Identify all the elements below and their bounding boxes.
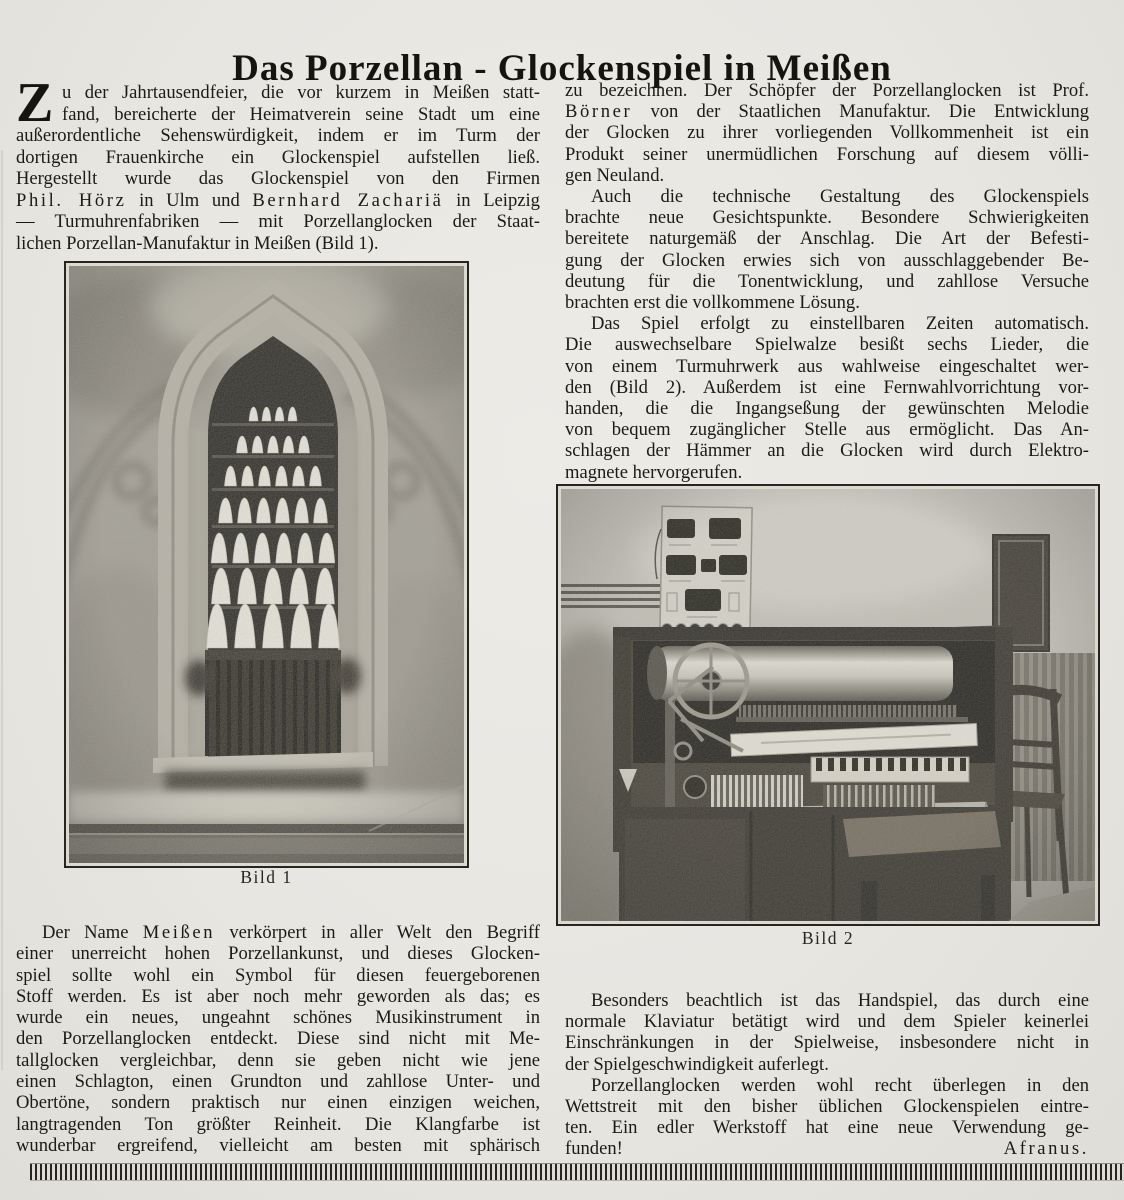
text-line <box>565 377 1089 398</box>
text-line <box>16 943 540 964</box>
text-line <box>565 1054 1089 1075</box>
text-segment: bereitete naturgemäß der Anschlag. Die Art der Befesti- <box>565 228 1089 250</box>
text-segment: Einschränkungen in der Spielweise, insbesondere nicht in <box>565 1032 1089 1054</box>
text-segment: verkörpert in aller Welt den Begriff <box>215 922 540 943</box>
text-segment: Obertöne, sondern praktisch nur einen einzigen weichen, <box>16 1092 540 1114</box>
text-segment: von der Staatlichen Manufaktur. Die Entwicklung <box>632 101 1089 123</box>
right-column-text-top <box>565 80 1089 483</box>
text-line <box>16 1071 540 1092</box>
spaced-text: Börner <box>565 101 633 123</box>
text-line <box>16 1007 540 1028</box>
text-segment: wunderbar ergreifend, vielleicht am besten mit sphärisch <box>16 1134 540 1156</box>
text-segment: tallglocken vergleichbar, denn sie geben nicht wie jene <box>16 1049 540 1071</box>
text-segment: handen, die die Ingangseßung der gewünschten Melodie <box>565 398 1089 420</box>
text-segment: in Ulm und <box>126 189 253 211</box>
spaced-text: Meißen <box>142 922 216 943</box>
text-segment: wurde ein neues, ungeahnt schönes Musikinstrument in <box>16 1007 540 1029</box>
church-window-bells-photo <box>69 266 464 863</box>
bild1-caption: Bild 1 <box>240 867 293 887</box>
left-column-paragraph-2 <box>16 922 540 1156</box>
right-paragraph-5 <box>565 1075 1089 1160</box>
text-line <box>16 147 540 169</box>
text-line <box>16 211 540 233</box>
text-line <box>565 398 1089 419</box>
text-line <box>565 1075 1089 1096</box>
text-segment: lichen Porzellan-Manufaktur in Meißen (Bild 1). <box>16 232 379 254</box>
text-line <box>16 986 540 1007</box>
text-segment: Das Spiel erfolgt zu einstellbaren Zeiten automatisch. <box>591 313 1089 335</box>
text-segment: der Spielgeschwindigkeit auferlegt. <box>565 1053 829 1075</box>
text-line <box>565 250 1089 271</box>
text-line <box>565 440 1089 461</box>
glockenspiel-machine-photo <box>561 489 1095 921</box>
text-segment: einer unerreicht hohen Porzellankunst, und dieses Glocken- <box>16 943 540 965</box>
spaced-text: Afranus. <box>1003 1138 1089 1160</box>
text-line <box>565 313 1089 334</box>
text-segment: — Turmuhrenfabriken — mit Porzellanglocken der Staat- <box>16 211 540 232</box>
text-segment: Produkt seiner unermüdlichen Forschung auf diesem völli- <box>565 143 1089 165</box>
text-segment: einen Schlagton, einen Grundton und zahllose Unter- und <box>16 1071 540 1093</box>
text-line <box>565 271 1089 292</box>
text-segment: den (Bild 2). Außerdem ist eine Fernwahlvorrichtung vor- <box>565 376 1089 398</box>
text-line <box>565 292 1089 313</box>
text-segment: Hergestellt wurde das Glockenspiel von den Firmen <box>16 168 540 189</box>
text-segment: ten. Ein edler Werkstoff hat eine neue Verwendung ge- <box>565 1117 1089 1139</box>
text-segment: dortigen Frauenkirche ein Glockenspiel aufstellen ließ. <box>16 146 540 168</box>
dropcap-letter: Z <box>16 72 54 134</box>
text-line <box>16 922 540 943</box>
text-line <box>16 233 540 255</box>
text-line <box>16 82 540 104</box>
text-line <box>565 419 1089 440</box>
text-line <box>16 1135 540 1156</box>
text-segment: der Glocken zu ihrer vorliegenden Vollkommenheit ist ein <box>565 122 1089 144</box>
text-segment: Der Name <box>42 922 143 943</box>
text-line <box>16 1114 540 1135</box>
text-segment: den Porzellanglocken entdeckt. Diese sind nicht mit Me- <box>16 1028 540 1050</box>
text-line <box>565 334 1089 355</box>
right-paragraph-2 <box>565 186 1089 313</box>
text-segment: Besonders beachtlich ist das Handspiel, das durch eine <box>591 990 1089 1011</box>
text-line <box>565 1011 1089 1032</box>
text-line <box>565 207 1089 228</box>
text-segment: schlagen der Hämmer an die Glocken wird durch Elektro- <box>565 440 1089 462</box>
right-paragraph-4 <box>565 990 1089 1075</box>
right-paragraph-1 <box>565 80 1089 186</box>
right-column-text-bottom <box>565 990 1089 1160</box>
text-segment: fand, bereicherte der Heimatverein seine Stadt um eine <box>62 103 540 125</box>
text-segment: von einem Turmuhrwerk aus wahlweise eingeschaltet wer- <box>565 355 1089 377</box>
text-line <box>565 122 1089 143</box>
text-segment: magnete hervorgerufen. <box>565 461 743 483</box>
text-segment: deutung für die Tonentwicklung, und zahllose Versuche <box>565 270 1089 292</box>
text-line <box>16 1092 540 1113</box>
spaced-text: Bernhard Zachariä <box>252 189 444 211</box>
text-line <box>565 462 1089 483</box>
text-segment: Die auswechselbare Spielwalze besißt sechs Lieder, die <box>565 334 1089 356</box>
text-segment: zu bezeichnen. Der Schöpfer der Porzellanglocken ist Prof. <box>565 80 1089 101</box>
text-line <box>565 356 1089 377</box>
page-edge-line <box>1 150 3 1070</box>
text-line <box>16 1028 540 1049</box>
text-line <box>16 168 540 190</box>
text-line <box>565 1117 1089 1138</box>
figure-bild-1 <box>64 261 469 868</box>
text-line <box>565 1138 1089 1159</box>
text-segment: brachten erst die vollkommene Lösung. <box>565 292 860 314</box>
text-segment: brachte neue Gesichtspunkte. Besondere Schwierigkeiten <box>565 207 1089 229</box>
text-line <box>565 990 1089 1011</box>
text-line <box>16 125 540 147</box>
text-line <box>565 228 1089 249</box>
spaced-text: Phil. Hörz <box>16 189 127 211</box>
text-segment: von bequem zugänglicher Stelle aus ermöglicht. Das An- <box>565 419 1089 441</box>
text-segment: gen Neuland. <box>565 164 665 186</box>
text-segment: funden! <box>565 1138 623 1160</box>
left-column-paragraph-1 <box>16 72 540 254</box>
text-line <box>16 190 540 212</box>
bild2-caption: Bild 2 <box>801 928 855 948</box>
text-segment: u der Jahrtausendfeier, die vor kurzem in Meißen statt- <box>62 82 540 103</box>
decorative-bottom-border <box>30 1163 1124 1181</box>
text-line <box>565 80 1089 101</box>
right-paragraph-3 <box>565 313 1089 483</box>
text-line <box>565 1032 1089 1053</box>
text-segment: Porzellanglocken werden wohl recht überlegen in den <box>591 1074 1089 1096</box>
text-segment: spiel sollte wohl ein Symbol für diesen feuergeborenen <box>16 964 540 986</box>
text-line <box>16 1050 540 1071</box>
text-segment: Wettstreit mit den bisher üblichen Glockenspielen eintre- <box>565 1096 1089 1118</box>
text-segment: langtragenden Ton größter Reinheit. Die Klangfarbe ist <box>16 1113 540 1135</box>
text-segment: gung der Glocken erwies sich von ausschlaggebender Be- <box>565 249 1089 271</box>
text-segment: Auch die technische Gestaltung des Glockenspiels <box>591 186 1089 208</box>
text-segment: außerordentliche Sehenswürdigkeit, indem er im Turm der <box>16 125 540 146</box>
article-title: Das Porzellan - Glockenspiel in Meißen <box>232 47 892 89</box>
figure-bild-2 <box>556 484 1100 926</box>
text-segment: Stoff werden. Es ist aber noch mehr geworden als das; es <box>16 985 540 1007</box>
text-line <box>16 965 540 986</box>
text-line <box>565 101 1089 122</box>
text-line <box>565 144 1089 165</box>
text-segment: in Leipzig <box>443 189 540 211</box>
text-segment: normale Klaviatur betätigt wird und dem Spieler keinerlei <box>565 1011 1089 1033</box>
text-line <box>565 1096 1089 1117</box>
text-line <box>565 165 1089 186</box>
text-line <box>565 186 1089 207</box>
text-line <box>16 104 540 126</box>
